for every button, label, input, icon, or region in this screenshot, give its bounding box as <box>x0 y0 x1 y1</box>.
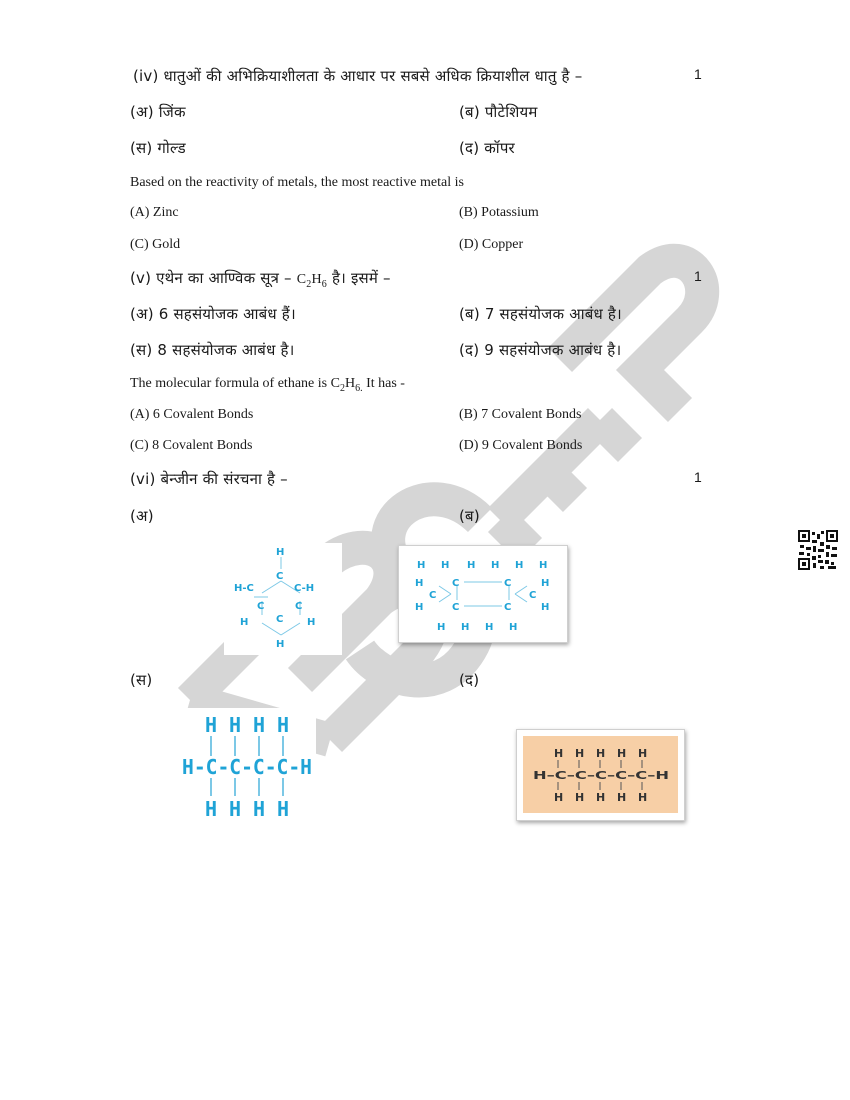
atom-h: H <box>437 622 446 633</box>
formula-c: C <box>296 272 307 287</box>
atom-c: C <box>295 601 303 612</box>
atom-h: H <box>575 791 585 804</box>
option-en-a: (A) Zinc <box>130 205 179 220</box>
option-hindi-a: (अ) जिंक <box>130 103 186 121</box>
atom-h: H <box>277 797 290 821</box>
atom-h: H <box>575 747 585 760</box>
question-vi-hindi: (vi) बेन्जीन की संरचना है – <box>130 470 288 488</box>
atom-h: H <box>229 713 242 737</box>
atom-h: H <box>554 791 564 804</box>
question-iv-hindi: (iv) धातुओं की अभिक्रियाशीलता के आधार पर सबसे अधिक क्रियाशील धातु है – <box>133 67 583 85</box>
question-vi-labels-row-1 <box>0 506 850 530</box>
atom-h: H <box>638 747 648 760</box>
option-hindi-d: (द) कॉपर <box>459 139 515 157</box>
question-v-english-row <box>0 376 850 400</box>
option-v-hindi-a: (अ) 6 सहसंयोजक आबंध हैं। <box>130 305 296 323</box>
option-hindi-c: (स) गोल्ड <box>130 139 186 157</box>
structure-b-image <box>398 545 568 643</box>
structure-a-image <box>224 543 342 655</box>
group-hc: H-C <box>234 583 254 594</box>
question-iv-en-options-row-1 <box>0 205 850 229</box>
question-iv-en-options-row-2 <box>0 237 850 261</box>
option-en-c: (C) Gold <box>130 237 181 252</box>
atom-h: H <box>617 747 627 760</box>
question-v-en-options-row-2 <box>0 438 850 462</box>
atom-h: H <box>415 578 424 589</box>
label-d: (द) <box>459 671 480 689</box>
marks-vi: 1 <box>694 469 702 485</box>
formula-h: H <box>311 272 322 287</box>
atom-h: H <box>539 560 548 571</box>
atom-h: H <box>461 622 470 633</box>
option-en-b: (B) Potassium <box>459 205 539 220</box>
qr-code-icon[interactable] <box>798 530 838 570</box>
en-h: H <box>344 376 356 391</box>
question-v-hindi-row <box>0 268 850 292</box>
en-suffix: It has - <box>362 376 405 391</box>
question-v-options-row-1 <box>0 304 850 328</box>
option-v-hindi-b: (ब) 7 सहसंयोजक आबंध है। <box>459 305 622 323</box>
atom-h: H <box>253 797 266 821</box>
atom-h: H <box>596 747 606 760</box>
atom-c: C <box>429 590 437 601</box>
formula-c-sub: 2 <box>306 278 312 290</box>
atom-c: C <box>452 578 460 589</box>
atom-h: H <box>515 560 524 571</box>
structure-d-svg <box>517 730 684 820</box>
atom-h: H <box>277 713 290 737</box>
option-v-hindi-d: (द) 9 सहसंयोजक आबंध है। <box>459 341 622 359</box>
structure-a-svg <box>224 543 342 655</box>
atom-h: H <box>205 713 218 737</box>
en-prefix: The molecular formula of ethane is C <box>130 376 340 391</box>
question-iv-options-row-1 <box>0 102 850 126</box>
atom-c: C <box>257 601 265 612</box>
atom-h: H <box>307 617 316 628</box>
structure-b-svg <box>399 546 567 642</box>
question-v-hindi <box>130 268 391 290</box>
question-v-prefix: (v) एथेन का आण्विक सूत्र – <box>130 269 292 287</box>
ethane-formula <box>296 272 327 290</box>
option-hindi-b: (ब) पौटेशियम <box>459 103 538 121</box>
question-v-en-options-row-1 <box>0 407 850 431</box>
atom-h: H <box>485 622 494 633</box>
option-v-en-c: (C) 8 Covalent Bonds <box>130 438 253 453</box>
option-v-en-a: (A) 6 Covalent Bonds <box>130 407 254 422</box>
atom-c: C <box>504 578 512 589</box>
question-iv-english: Based on the reactivity of metals, the most reactive metal is <box>130 175 464 190</box>
atom-c: C <box>529 590 537 601</box>
question-iv-english-row <box>0 175 850 199</box>
label-b: (ब) <box>459 507 480 525</box>
option-v-en-b: (B) 7 Covalent Bonds <box>459 407 582 422</box>
marks-iv: 1 <box>694 66 702 82</box>
question-v-suffix: है। इसमें – <box>331 269 391 287</box>
atom-h: H <box>276 639 285 650</box>
atom-h: H <box>509 622 518 633</box>
question-vi-row <box>0 469 850 493</box>
atom-c: C <box>504 602 512 613</box>
option-v-hindi-c: (स) 8 सहसंयोजक आबंध है। <box>130 341 295 359</box>
structure-d-image <box>516 729 685 821</box>
question-v-options-row-2 <box>0 340 850 364</box>
atom-h: H <box>596 791 606 804</box>
atom-h: H <box>491 560 500 571</box>
atom-c: C <box>276 614 284 625</box>
atom-h: H <box>638 791 648 804</box>
question-iv-options-row-2 <box>0 138 850 162</box>
question-vi-labels-row-2 <box>0 670 850 694</box>
atom-h: H <box>229 797 242 821</box>
atom-h: H <box>415 602 424 613</box>
question-v-english <box>130 376 405 394</box>
group-ch: C-H <box>294 583 315 594</box>
en-h-sub: 6. <box>355 382 363 394</box>
atom-h: H <box>541 578 550 589</box>
atom-c: C <box>452 602 460 613</box>
chain-d-formula: H–C–C–C–C–C–H <box>533 769 669 782</box>
atom-h: H <box>240 617 249 628</box>
atom-h: H <box>253 713 266 737</box>
option-en-d: (D) Copper <box>459 237 524 252</box>
atom-h: H <box>467 560 476 571</box>
atom-h: H <box>417 560 426 571</box>
structure-c-image <box>176 708 316 828</box>
option-v-en-d: (D) 9 Covalent Bonds <box>459 438 583 453</box>
label-a: (अ) <box>130 507 154 525</box>
label-c: (स) <box>130 671 153 689</box>
atom-h: H <box>205 797 218 821</box>
en-c-sub: 2 <box>339 382 345 394</box>
atom-c: C <box>276 571 284 582</box>
structure-c-svg <box>176 708 316 828</box>
atom-h: H <box>541 602 550 613</box>
formula-h-sub: 6 <box>321 278 327 290</box>
atom-h: H <box>554 747 564 760</box>
atom-h: H <box>276 547 285 558</box>
atom-h: H <box>617 791 627 804</box>
question-iv-hindi-row <box>0 66 850 90</box>
atom-h: H <box>441 560 450 571</box>
chain-c-formula: H-C-C-C-C-H <box>182 755 312 779</box>
marks-v: 1 <box>694 268 702 284</box>
